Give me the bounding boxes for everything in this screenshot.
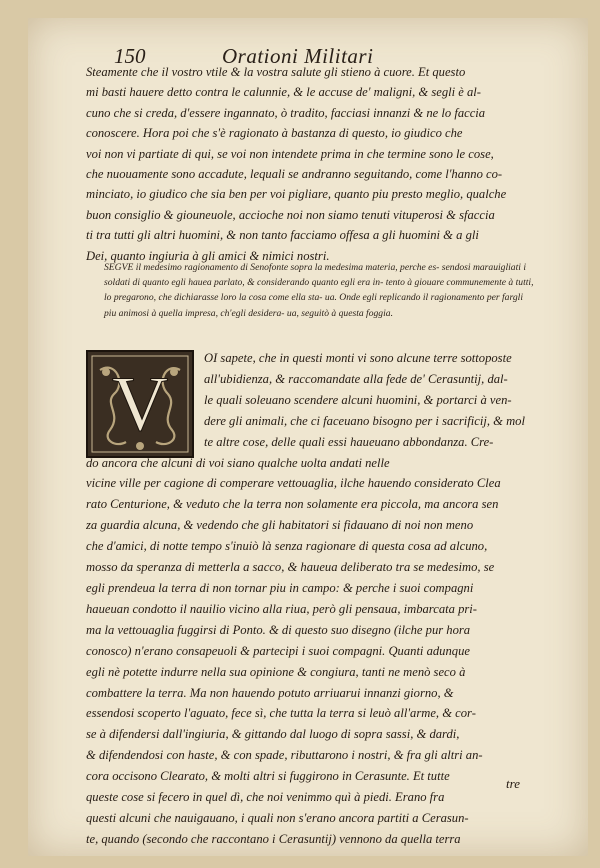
text-line: egli prendeua la terra di non tornar piu in campo: & perche i suoi compagni	[86, 580, 474, 595]
chapter-summary	[104, 260, 534, 321]
text-line: OI sapete, che in questi monti vi sono alcune terre sottoposte	[204, 351, 512, 365]
summary-line: SEGVE il medesimo ragionamento di Senofonte sopra la medesima materia, perche es-	[104, 262, 440, 273]
text-line: za guardia alcuna, & vedendo che gli habitatori si fidauano di noi non meno	[86, 518, 474, 533]
summary-line: ua, seguitò à questa foggia.	[286, 307, 393, 319]
text-line: Dei, quanto ingiuria à gli amici & nimici nostri.	[86, 248, 330, 263]
text-line: & difendendosi con haste, & con spade, ributtarono i nostri, & fra gli altri an-	[86, 748, 483, 763]
text-line: ti tra tutti gli altri huomini, & non tanto facciamo offesa a gli huomini & a gli	[86, 228, 479, 243]
text-line: rato Centurione, & veduto che la terra non solamente era piccola, ma ancora sen	[86, 497, 499, 512]
text-line: mi basti hauere detto contra le calunnie, & le accuse de' maligni, & segli è al-	[86, 85, 481, 100]
paragraph-main	[86, 348, 534, 850]
text-line: do ancora che alcuni di voi siano qualche uolta andati nelle	[86, 455, 390, 470]
running-title: Orationi Militari	[222, 44, 374, 68]
text-line: voi non vi partiate di qui, se voi non intendete prima in che termine sono le cose,	[86, 146, 494, 161]
text-line: cora occisono Clearato, & molti altri si fuggirono in Cerasunte. Et tutte	[86, 769, 450, 784]
text-line: vicine ville per cagione di comperare vettouaglia, ilche hauendo considerato Clea	[86, 476, 501, 491]
text-line: le quali soleuano scendere alcuni huomini, & portarci à ven-	[204, 392, 512, 407]
text-line: ma la vettouaglia fuggirsi di Ponto. & di questo suo disegno (ilche pur hora	[86, 622, 471, 637]
summary-line: ua. Onde egli replicando il ragionamento per fargli piu animosi à quella impresa, ch'egli desidera-	[104, 292, 523, 319]
text-line: queste cose si fecero in quel dì, che noi venimmo quì à piedi. Erano fra	[86, 790, 445, 805]
text-line: conosco) n'erano consapeuoli & partecipi i suoi compagni. Quanti adunque	[86, 643, 470, 658]
text-line: all'ubidienza, & raccomandate alla fede de' Cerasuntij, dal-	[204, 371, 508, 386]
initial-letter-glyph: V	[111, 360, 169, 447]
text-line: che nuouamente sono accadute, lequali se andranno seguitando, come l'hanno co-	[86, 167, 503, 182]
text-line: egli nè potette indurre nella sua opinione & congiura, tanti ne menò seco à	[86, 664, 466, 679]
catchword: tre	[506, 776, 520, 791]
text-line: cuno che si creda, d'essere ingannato, ò tradito, facciasi innanzi & ne lo faccia	[86, 105, 486, 120]
text-line: te, quando (secondo che raccontano i Cerasuntij) vennono da quella terra	[86, 831, 461, 846]
text-line: mosso da speranza di metterla a sacco, & haueua deliberato tra se medesimo, se	[86, 560, 495, 575]
paragraph-continued	[86, 62, 534, 266]
summary-line: tento à giouare communemente à tutti, lo pregarono, che dichiarasse loro la cosa come ella sta-	[104, 277, 534, 304]
text-line: buon consiglio & giouneuole, accioche noi non siamo tenuti vituperosi & sfaccia	[86, 207, 495, 222]
text-line: conoscere. Hora poi che s'è ragionato à bastanza di questo, io giudico che	[86, 126, 463, 141]
text-line: minciato, io giudico che sia ben per voi pigliare, quanto piu presto meglio, qualche	[86, 187, 507, 202]
text-line: te altre cose, delle quali essi haueuano abbondanza. Cre-	[204, 434, 494, 449]
text-line: combattere la terra. Ma non hauendo potuto arriuarui innanzi giorno, &	[86, 685, 454, 700]
text-line: dere gli animali, che ci faceuano bisogno per i sacrificij, & mol	[204, 413, 525, 428]
summary-line: sendosi marauigliati i soldati di quanto egli hauea parlato, & considerando quanto egli era in-	[104, 262, 526, 289]
text-line: Steamente che il vostro vtile & la vostra salute gli stieno à cuore. Et questo	[86, 65, 466, 79]
text-line: haueuan condotto il nauilio vicino alla riua, però gli pensaua, imbarcata pri-	[86, 601, 477, 616]
text-line: che d'amici, di notte tempo s'inuiò là senza ragionare di questa cosa ad alcuno,	[86, 539, 488, 554]
text-line: essendosi scoperto l'aguato, fece sì, che tutta la terra si leuò all'arme, & cor-	[86, 706, 476, 721]
text-line: questi alcuni che nauigauano, i quali non s'erano ancora partiti a Cerasun-	[86, 810, 469, 825]
page-number: 150	[114, 44, 146, 68]
text-line: se à difendersi dall'ingiuria, & gittando dal luogo di sopra sassi, & dardi,	[86, 727, 460, 742]
